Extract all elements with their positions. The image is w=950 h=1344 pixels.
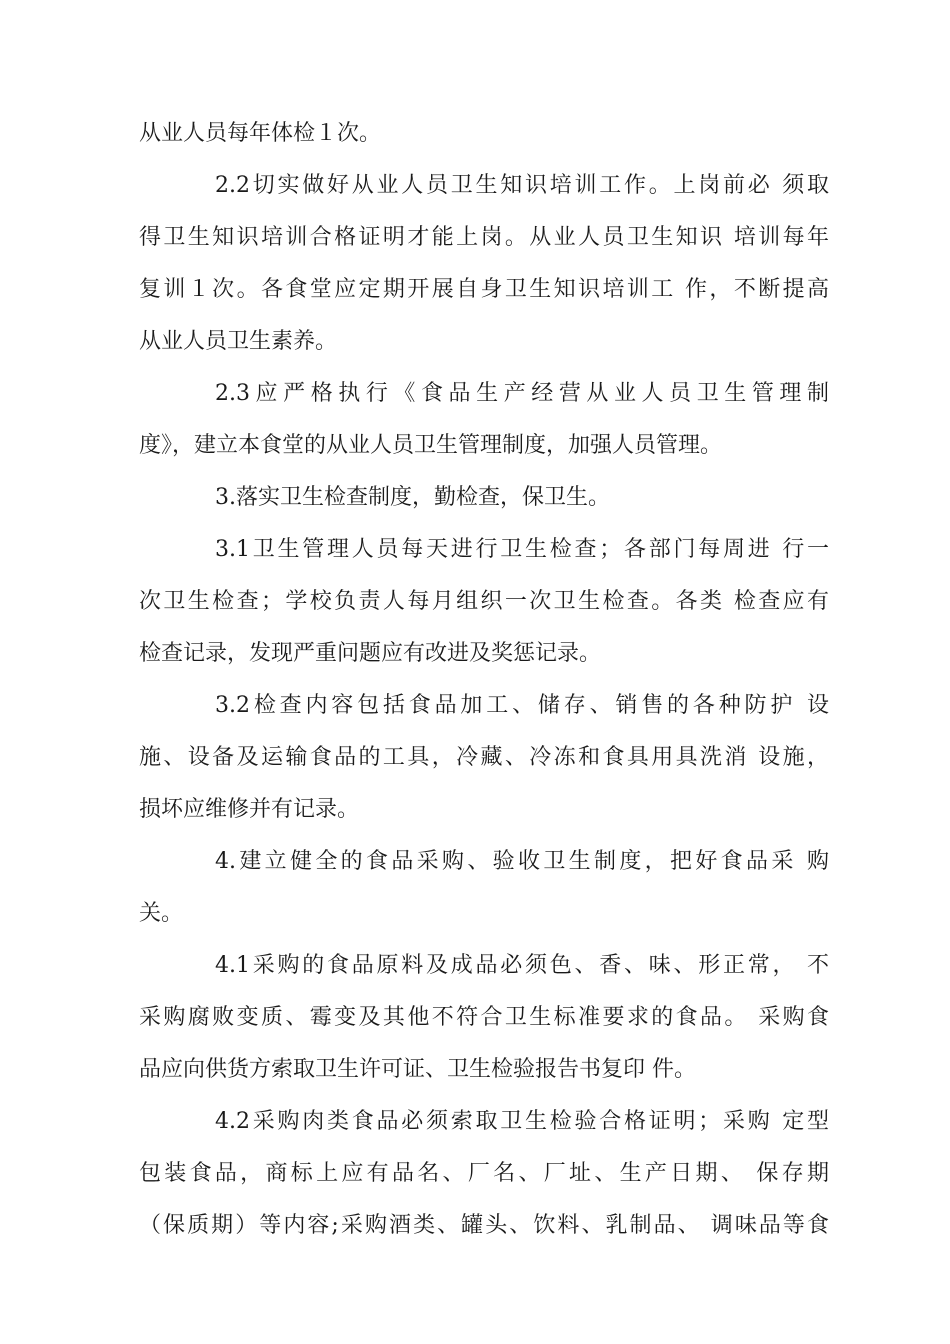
text-line: 检查记录，发现严重问题应有改进及奖惩记录。 bbox=[139, 641, 602, 666]
text-line: 复训１次。各食堂应定期开展自身卫生知识培训工 作，不断提高 bbox=[139, 277, 829, 302]
paragraph-heading-2-3: 2.3应严格执行《食品生产经营从业人员卫生管理制 bbox=[215, 381, 829, 406]
text-line: 包装食品，商标上应有品名、厂名、厂址、生产日期、 保存期 bbox=[139, 1161, 829, 1186]
text-line: 品应向供货方索取卫生许可证、卫生检验报告书复印 件。 bbox=[139, 1057, 696, 1082]
text-line: 损坏应维修并有记录。 bbox=[139, 797, 360, 822]
text-line: 得卫生知识培训合格证明才能上岗。从业人员卫生知识 培训每年 bbox=[139, 225, 829, 250]
text-line: 度》，建立本食堂的从业人员卫生管理制度，加强人员管理。 bbox=[139, 433, 723, 458]
text-line: 采购腐败变质、霉变及其他不符合卫生标准要求的食品。 采购食 bbox=[139, 1005, 829, 1030]
text-line: 次卫生检查；学校负责人每月组织一次卫生检查。各类 检查应有 bbox=[139, 589, 829, 614]
paragraph-heading-2-2: 2.2切实做好从业人员卫生知识培训工作。上岗前必 须取 bbox=[215, 173, 829, 198]
paragraph-heading-4-1: 4.1采购的食品原料及成品必须色、香、味、形正常， 不 bbox=[215, 953, 829, 978]
paragraph-heading-3-1: 3.1卫生管理人员每天进行卫生检查；各部门每周进 行一 bbox=[215, 537, 829, 562]
paragraph-heading-4-2: 4.2采购肉类食品必须索取卫生检验合格证明；采购 定型 bbox=[215, 1109, 829, 1134]
text-line: 从业人员卫生素养。 bbox=[139, 329, 338, 354]
text-line: 从业人员每年体检１次。 bbox=[139, 121, 382, 146]
paragraph-heading-3-2: 3.2检查内容包括食品加工、储存、销售的各种防护 设 bbox=[215, 693, 829, 718]
text-line: 施、设备及运输食品的工具，冷藏、冷冻和食具用具洗消 设施， bbox=[139, 745, 829, 770]
document-body bbox=[139, 108, 829, 1252]
section-heading-4: 4.建立健全的食品采购、验收卫生制度，把好食品采 购 bbox=[215, 849, 829, 874]
section-heading-3: 3.落实卫生检查制度，勤检查，保卫生。 bbox=[215, 485, 610, 510]
text-line: 关。 bbox=[139, 901, 184, 926]
text-line: （保质期）等内容;采购酒类、罐头、饮料、乳制品、 调味品等食 bbox=[139, 1213, 829, 1238]
